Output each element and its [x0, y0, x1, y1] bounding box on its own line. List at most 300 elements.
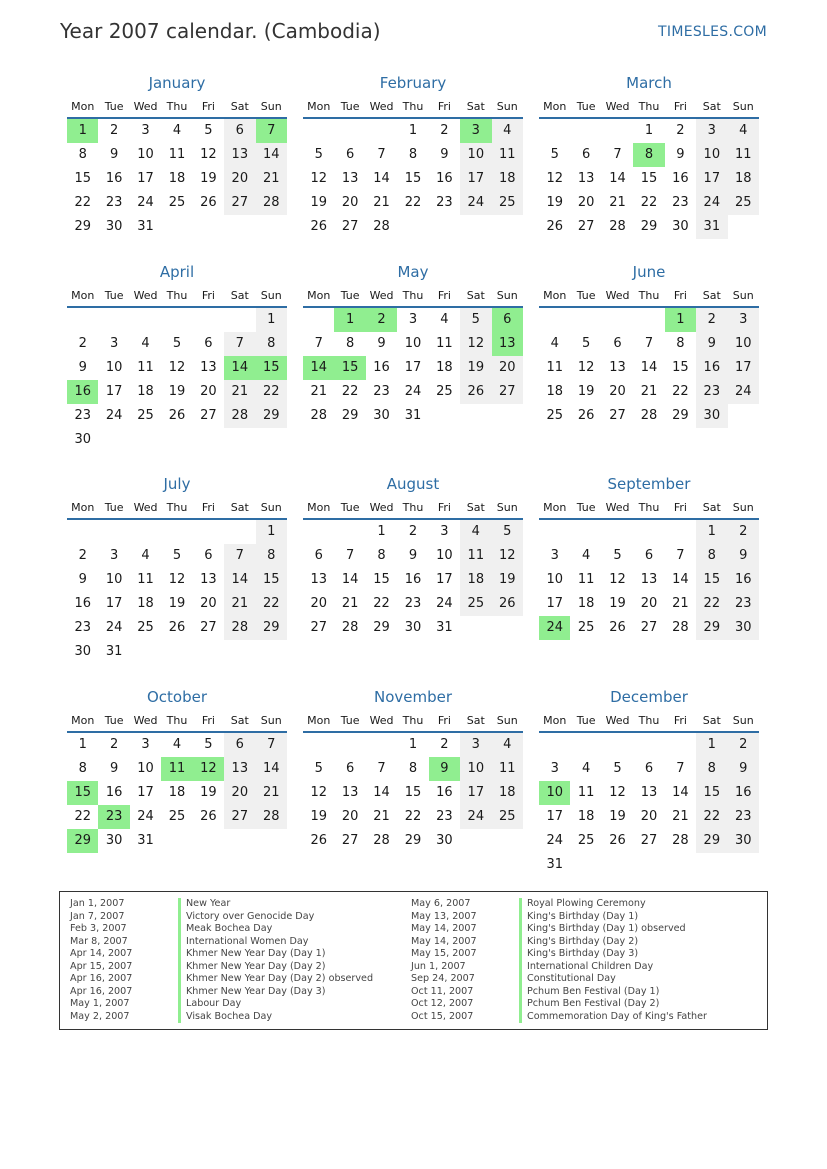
day-cell: 10 — [105, 360, 123, 375]
day-cell: 8 — [377, 548, 386, 563]
day-cell: 13 — [341, 171, 359, 186]
day-cell: 16 — [696, 356, 727, 380]
day-cell: 23 — [74, 620, 91, 635]
holiday-day-cell: 2 — [366, 308, 397, 332]
holiday-day-cell: 13 — [492, 332, 523, 356]
day-cell: 17 — [137, 785, 154, 800]
holiday-day-cell: 11 — [161, 757, 192, 781]
weekday-label: Thu — [402, 100, 424, 113]
day-cell: 6 — [204, 548, 213, 563]
weekday-label: Sat — [230, 714, 249, 727]
day-cell: 12 — [168, 572, 186, 587]
day-cell: 29 — [74, 219, 91, 234]
weekday-label: Thu — [638, 501, 660, 514]
weekday-label: Mon — [543, 289, 567, 302]
day-cell: 25 — [546, 408, 563, 423]
holiday-date: Apr 16, 2007 — [70, 985, 133, 997]
holiday-day-cell: 15 — [67, 781, 98, 805]
holiday-name: International Children Day — [519, 961, 653, 974]
day-cell: 7 — [377, 147, 386, 162]
day-cell: 14 — [672, 785, 689, 800]
weekday-label: Tue — [340, 501, 360, 514]
holiday-list-column-2 — [411, 898, 707, 1023]
day-cell: 6 — [314, 548, 323, 563]
day-cell: 27 — [609, 408, 626, 423]
day-cell: 6 — [613, 336, 622, 351]
day-cell: 16 — [373, 360, 390, 375]
day-cell: 17 — [728, 356, 759, 380]
day-cell: 29 — [341, 408, 359, 423]
holiday-date: May 6, 2007 — [411, 898, 471, 909]
day-cell: 6 — [224, 119, 255, 143]
day-cell: 12 — [310, 171, 327, 186]
weekday-label: Sun — [732, 714, 754, 727]
day-cell: 25 — [137, 620, 154, 635]
day-cell: 14 — [341, 572, 359, 587]
day-cell: 24 — [105, 620, 123, 635]
holiday-date: Sep 24, 2007 — [411, 973, 475, 984]
holiday-row — [70, 923, 373, 936]
brand-link[interactable]: TIMESLES.COM — [658, 24, 767, 40]
weekday-label: Sun — [496, 100, 518, 113]
holiday-name: King's Birthday (Day 1) observed — [519, 923, 686, 936]
day-cell: 17 — [105, 596, 123, 611]
day-cell: 24 — [696, 191, 727, 215]
empty-day-cell — [602, 733, 633, 757]
empty-day-cell — [665, 520, 696, 544]
day-cell: 18 — [577, 809, 595, 824]
weekday-label: Sat — [230, 289, 249, 302]
holiday-day-cell: 14 — [303, 356, 334, 380]
day-cell: 4 — [550, 336, 559, 351]
day-cell: 23 — [404, 596, 422, 611]
day-cell: 30 — [696, 404, 727, 428]
holiday-row — [70, 911, 373, 924]
weekday-label: Fri — [673, 100, 687, 113]
empty-day-cell — [570, 119, 601, 143]
weekday-label: Mon — [71, 289, 95, 302]
empty-day-cell — [602, 520, 633, 544]
day-cell: 3 — [141, 123, 150, 138]
day-cell: 9 — [377, 336, 386, 351]
day-cell: 27 — [341, 219, 359, 234]
day-cell: 17 — [436, 572, 453, 587]
day-cell: 4 — [460, 520, 491, 544]
weekday-header — [67, 285, 287, 308]
day-cell: 26 — [546, 219, 563, 234]
holiday-date: Feb 3, 2007 — [70, 923, 127, 934]
day-cell: 4 — [440, 312, 449, 327]
holiday-row — [411, 898, 707, 911]
day-cell: 28 — [373, 219, 390, 234]
day-cell: 8 — [408, 147, 418, 162]
day-cell: 21 — [672, 809, 689, 824]
day-cell: 3 — [550, 548, 559, 563]
day-cell: 23 — [728, 592, 759, 616]
day-cell: 28 — [310, 408, 327, 423]
day-cell: 6 — [644, 548, 654, 563]
day-cell: 4 — [581, 761, 591, 776]
day-cell: 22 — [256, 592, 287, 616]
holiday-day-cell: 16 — [67, 380, 98, 404]
month-name: December — [610, 688, 688, 706]
holiday-day-cell: 24 — [539, 616, 570, 640]
weekday-header — [303, 285, 523, 308]
empty-day-cell — [303, 733, 334, 757]
weekday-label: Fri — [437, 100, 451, 113]
holiday-row — [70, 898, 373, 911]
holiday-row — [411, 948, 707, 961]
holiday-row — [411, 961, 707, 974]
day-cell: 20 — [609, 384, 626, 399]
weekday-label: Sat — [230, 501, 249, 514]
empty-day-cell — [98, 520, 129, 544]
day-cell: 9 — [78, 572, 87, 587]
day-cell: 3 — [109, 336, 119, 351]
weekday-label: Sun — [260, 100, 282, 113]
weekday-label: Fri — [437, 501, 451, 514]
weekday-header — [67, 96, 287, 119]
day-cell: 2 — [408, 524, 418, 539]
day-cell: 22 — [256, 380, 287, 404]
day-cell: 19 — [460, 356, 491, 380]
day-cell: 12 — [460, 332, 491, 356]
holiday-row — [411, 986, 707, 999]
day-cell: 4 — [141, 548, 150, 563]
day-cell: 2 — [440, 123, 449, 138]
day-cell: 13 — [310, 572, 327, 587]
day-cell: 18 — [492, 781, 523, 805]
day-cell: 21 — [609, 195, 626, 210]
weekday-label: Mon — [71, 501, 95, 514]
day-cell: 26 — [577, 408, 595, 423]
day-cell: 27 — [200, 408, 217, 423]
empty-day-cell — [570, 520, 601, 544]
holiday-row — [70, 961, 373, 974]
empty-day-cell — [633, 308, 664, 332]
weekday-label: Tue — [104, 714, 124, 727]
day-cell: 14 — [672, 572, 689, 587]
day-cell: 8 — [78, 761, 87, 776]
day-cell: 31 — [436, 620, 453, 635]
empty-day-cell — [602, 308, 633, 332]
day-cell: 24 — [460, 191, 491, 215]
day-cell: 21 — [310, 384, 327, 399]
day-cell: 20 — [640, 596, 658, 611]
page-title: Year 2007 calendar. (Cambodia) — [60, 19, 381, 43]
empty-day-cell — [539, 119, 570, 143]
day-cell: 26 — [609, 833, 626, 848]
day-cell: 5 — [314, 147, 323, 162]
day-cell: 11 — [492, 757, 523, 781]
month-name: February — [379, 74, 447, 92]
day-cell: 9 — [696, 332, 727, 356]
day-cell: 6 — [581, 147, 591, 162]
day-cell: 28 — [341, 620, 359, 635]
day-cell: 31 — [137, 219, 154, 234]
day-cell: 5 — [492, 520, 523, 544]
weekday-label: Wed — [605, 100, 630, 113]
empty-day-cell — [334, 520, 365, 544]
day-cell: 24 — [105, 408, 123, 423]
day-cell: 1 — [696, 520, 727, 544]
month-march — [539, 70, 759, 239]
day-cell: 22 — [373, 596, 390, 611]
day-cell: 25 — [137, 408, 154, 423]
day-cell: 2 — [78, 336, 87, 351]
weekday-label: Wed — [133, 289, 158, 302]
month-august — [303, 471, 523, 640]
weekday-label: Mon — [307, 100, 331, 113]
day-cell: 8 — [696, 757, 727, 781]
empty-day-cell — [539, 733, 570, 757]
empty-day-cell — [303, 308, 334, 332]
day-cell: 29 — [373, 620, 390, 635]
day-cell: 3 — [408, 312, 418, 327]
day-cell: 13 — [341, 785, 359, 800]
holiday-day-cell: 15 — [256, 356, 287, 380]
empty-day-cell — [366, 119, 397, 143]
day-cell: 19 — [609, 596, 626, 611]
day-cell: 3 — [141, 737, 150, 752]
day-cell: 2 — [109, 123, 119, 138]
day-cell: 29 — [640, 219, 658, 234]
day-cell: 31 — [696, 215, 727, 239]
weekday-label: Sat — [702, 100, 721, 113]
month-september — [539, 471, 759, 640]
day-cell: 27 — [224, 191, 255, 215]
holiday-row — [70, 998, 373, 1011]
day-cell: 24 — [137, 195, 154, 210]
month-name: March — [626, 74, 672, 92]
day-cell: 28 — [609, 219, 626, 234]
day-cell: 4 — [492, 119, 523, 143]
day-cell: 30 — [436, 833, 453, 848]
day-cell: 3 — [550, 761, 559, 776]
weekday-label: Mon — [543, 100, 567, 113]
day-cell: 1 — [696, 733, 727, 757]
day-cell: 25 — [492, 805, 523, 829]
day-cell: 8 — [676, 336, 685, 351]
holiday-row — [411, 1011, 707, 1024]
day-cell: 20 — [224, 781, 255, 805]
day-cell: 16 — [105, 171, 123, 186]
holiday-day-cell: 6 — [492, 308, 523, 332]
day-grid — [303, 733, 523, 853]
weekday-label: Tue — [340, 714, 360, 727]
day-cell: 8 — [78, 147, 87, 162]
weekday-label: Tue — [104, 289, 124, 302]
day-cell: 9 — [109, 761, 119, 776]
empty-day-cell — [303, 520, 334, 544]
day-cell: 7 — [224, 332, 255, 356]
empty-day-cell — [98, 308, 129, 332]
day-cell: 27 — [492, 380, 523, 404]
day-cell: 29 — [696, 829, 727, 853]
day-cell: 7 — [377, 761, 386, 776]
weekday-label: Fri — [201, 100, 215, 113]
day-cell: 9 — [440, 147, 449, 162]
day-cell: 13 — [577, 171, 595, 186]
weekday-label: Fri — [201, 714, 215, 727]
day-cell: 1 — [408, 737, 418, 752]
day-cell: 23 — [672, 195, 689, 210]
holiday-date: Apr 15, 2007 — [70, 960, 133, 972]
weekday-label: Sat — [702, 714, 721, 727]
day-cell: 4 — [581, 548, 591, 563]
day-cell: 26 — [168, 620, 186, 635]
day-cell: 12 — [492, 544, 523, 568]
day-cell: 19 — [200, 171, 217, 186]
day-cell: 4 — [172, 737, 182, 752]
weekday-header — [67, 710, 287, 733]
month-april — [67, 259, 287, 452]
holiday-name: Khmer New Year Day (Day 2) observed — [178, 973, 373, 986]
holiday-day-cell: 12 — [193, 757, 224, 781]
empty-day-cell — [130, 520, 161, 544]
day-cell: 7 — [676, 761, 685, 776]
empty-day-cell — [161, 520, 192, 544]
holiday-date: May 13, 2007 — [411, 910, 477, 922]
holiday-row — [70, 1011, 373, 1024]
day-cell: 20 — [341, 809, 359, 824]
weekday-label: Thu — [166, 289, 188, 302]
day-cell: 22 — [640, 195, 658, 210]
day-cell: 18 — [168, 171, 186, 186]
day-cell: 5 — [172, 548, 182, 563]
day-cell: 26 — [310, 219, 327, 234]
weekday-label: Sat — [466, 100, 485, 113]
day-cell: 26 — [200, 809, 217, 824]
day-cell: 25 — [168, 809, 186, 824]
day-cell: 5 — [314, 761, 323, 776]
holiday-row — [411, 923, 707, 936]
day-cell: 2 — [676, 123, 685, 138]
day-cell: 12 — [310, 785, 327, 800]
day-cell: 24 — [728, 380, 759, 404]
day-cell: 6 — [345, 147, 355, 162]
day-cell: 1 — [256, 308, 287, 332]
day-cell: 5 — [550, 147, 559, 162]
day-cell: 25 — [492, 191, 523, 215]
holiday-day-cell: 10 — [539, 781, 570, 805]
day-cell: 15 — [696, 568, 727, 592]
weekday-label: Tue — [340, 100, 360, 113]
day-cell: 24 — [404, 384, 422, 399]
weekday-label: Mon — [71, 100, 95, 113]
day-cell: 12 — [200, 147, 217, 162]
day-cell: 15 — [404, 785, 422, 800]
holiday-row — [70, 973, 373, 986]
day-cell: 25 — [436, 384, 453, 399]
holiday-name: Commemoration Day of King's Father — [519, 1011, 707, 1024]
day-cell: 13 — [609, 360, 626, 375]
day-cell: 29 — [672, 408, 689, 423]
day-cell: 17 — [137, 171, 154, 186]
day-cell: 14 — [609, 171, 626, 186]
day-cell: 6 — [204, 336, 213, 351]
holiday-date: Jun 1, 2007 — [411, 960, 466, 972]
month-name: September — [607, 475, 691, 493]
weekday-label: Sun — [496, 714, 518, 727]
day-cell: 5 — [613, 761, 622, 776]
day-cell: 22 — [74, 809, 91, 824]
day-cell: 17 — [546, 596, 563, 611]
weekday-header — [303, 710, 523, 733]
day-grid — [539, 308, 759, 428]
day-cell: 9 — [728, 757, 759, 781]
day-grid — [67, 733, 287, 853]
day-cell: 2 — [728, 520, 759, 544]
holiday-name: New Year — [178, 898, 230, 911]
weekday-label: Wed — [133, 100, 158, 113]
month-name: January — [148, 74, 206, 92]
day-cell: 15 — [672, 360, 689, 375]
weekday-header — [539, 497, 759, 520]
holiday-day-cell: 1 — [67, 119, 98, 143]
day-cell: 5 — [204, 123, 213, 138]
holiday-day-cell: 1 — [665, 308, 696, 332]
day-cell: 16 — [436, 785, 453, 800]
day-cell: 11 — [577, 785, 595, 800]
day-cell: 12 — [609, 785, 626, 800]
day-cell: 30 — [105, 219, 123, 234]
day-cell: 22 — [74, 195, 91, 210]
day-cell: 31 — [137, 833, 154, 848]
day-cell: 16 — [105, 785, 123, 800]
weekday-label: Mon — [307, 714, 331, 727]
day-cell: 1 — [78, 737, 87, 752]
holiday-row — [411, 973, 707, 986]
day-cell: 11 — [137, 572, 154, 587]
day-grid — [539, 119, 759, 239]
day-cell: 26 — [460, 380, 491, 404]
empty-day-cell — [224, 520, 255, 544]
holiday-date: Oct 12, 2007 — [411, 998, 474, 1009]
day-cell: 28 — [640, 408, 658, 423]
day-cell: 20 — [224, 167, 255, 191]
day-cell: 17 — [460, 781, 491, 805]
day-cell: 28 — [224, 616, 255, 640]
holiday-name: Pchum Ben Festival (Day 2) — [519, 998, 659, 1011]
weekday-label: Sun — [732, 100, 754, 113]
day-cell: 7 — [676, 548, 685, 563]
day-cell: 29 — [404, 833, 422, 848]
day-cell: 21 — [373, 195, 390, 210]
weekday-label: Wed — [369, 714, 394, 727]
day-grid — [67, 520, 287, 664]
day-cell: 27 — [310, 620, 327, 635]
day-cell: 28 — [256, 191, 287, 215]
day-cell: 1 — [408, 123, 418, 138]
weekday-label: Fri — [201, 501, 215, 514]
holiday-name: Royal Plowing Ceremony — [519, 898, 646, 911]
weekday-label: Fri — [673, 289, 687, 302]
weekday-label: Sun — [496, 501, 518, 514]
empty-day-cell — [193, 520, 224, 544]
empty-day-cell — [334, 119, 365, 143]
holiday-day-cell: 8 — [633, 143, 664, 167]
holiday-list — [59, 891, 768, 1030]
day-cell: 22 — [341, 384, 359, 399]
holiday-name: Khmer New Year Day (Day 1) — [178, 948, 326, 961]
weekday-label: Tue — [576, 714, 596, 727]
day-cell: 24 — [436, 596, 453, 611]
day-cell: 1 — [644, 123, 654, 138]
holiday-name: International Women Day — [178, 936, 308, 949]
day-cell: 21 — [224, 592, 255, 616]
day-cell: 31 — [404, 408, 422, 423]
